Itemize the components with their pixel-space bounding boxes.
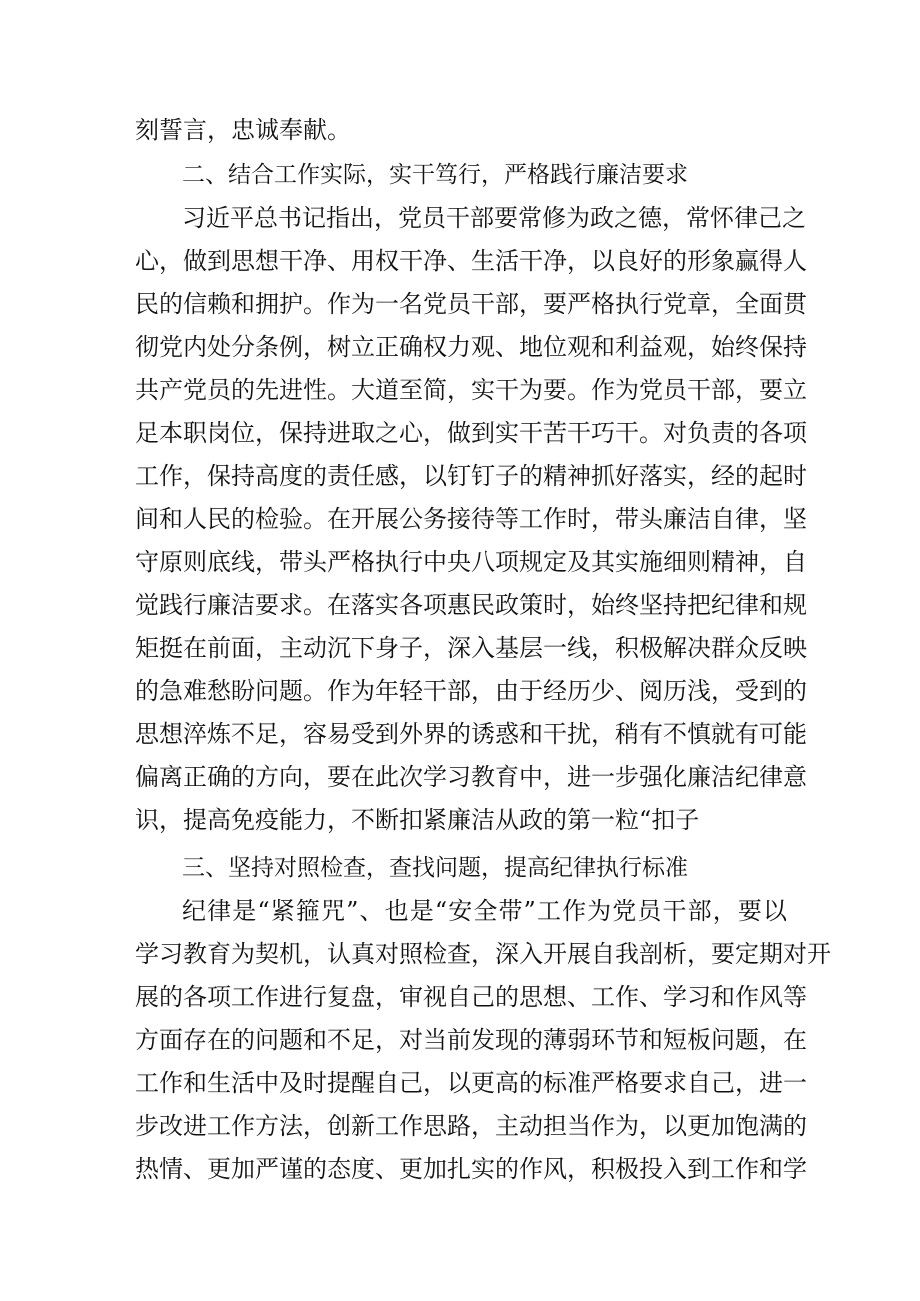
paragraph-line: 偏离正确的方向，要在此次学习教育中，进一步强化廉洁纪律意 [135, 763, 807, 791]
paragraph-line: 思想淬炼不足，容易受到外界的诱惑和干扰，稍有不慎就有可能 [135, 720, 807, 748]
paragraph-line: 觉践行廉洁要求。在落实各项惠民政策时，始终坚持把纪律和规 [135, 591, 807, 619]
paragraph-line: 民的信赖和拥护。作为一名党员干部，要严格执行党章，全面贯 [135, 290, 807, 318]
paragraph-line: 工作和生活中及时提醒自己，以更高的标准严格要求自己，进一 [135, 1069, 807, 1097]
paragraph-line: 工作，保持高度的责任感，以钉钉子的精神抓好落实，经的起时 [135, 462, 807, 490]
paragraph-line: 识，提高免疫能力，不断扣紧廉洁从政的第一粒“扣子 [135, 806, 700, 834]
paragraph-line: 守原则底线，带头严格执行中央八项规定及其实施细则精神，自 [135, 548, 807, 576]
section-2-heading: 二、结合工作实际，实干笃行，严格践行廉洁要求 [182, 162, 688, 188]
paragraph-line: 共产党员的先进性。大道至简，实干为要。作为党员干部，要立 [135, 376, 807, 404]
paragraph-line: 步改进工作方法，创新工作思路，主动担当作为，以更加饱满的 [135, 1112, 807, 1140]
paragraph-line: 心，做到思想干净、用权干净、生活干净，以良好的形象赢得人 [135, 247, 807, 275]
paragraph-line: 间和人民的检验。在开展公务接待等工作时，带头廉洁自律，坚 [135, 505, 807, 533]
paragraph-line: 矩挺在前面，主动沉下身子，深入基层一线，积极解决群众反映 [135, 634, 807, 662]
paragraph-line: 彻党内处分条例，树立正确权力观、地位观和利益观，始终保持 [135, 333, 807, 361]
paragraph-line: 展的各项工作进行复盘，审视自己的思想、工作、学习和作风等 [135, 983, 807, 1011]
paragraph-line: 学习教育为契机，认真对照检查，深入开展自我剖析，要定期对开 [135, 940, 831, 968]
paragraph-line: 方面存在的问题和不足，对当前发现的薄弱环节和短板问题，在 [135, 1026, 807, 1054]
intro-tail-line: 刻誓言，忠诚奉献。 [135, 116, 351, 144]
paragraph-line: 纪律是“紧箍咒”、也是“安全带”工作为党员干部，要以 [182, 897, 787, 925]
paragraph-line: 的急难愁盼问题。作为年轻干部，由于经历少、阅历浅，受到的 [135, 677, 807, 705]
paragraph-line: 足本职岗位，保持进取之心，做到实干苦干巧干。对负责的各项 [135, 419, 807, 447]
section-3-heading: 三、坚持对照检查，查找问题，提高纪律执行标准 [182, 855, 688, 881]
paragraph-line: 习近平总书记指出，党员干部要常修为政之德，常怀律己之 [182, 204, 806, 232]
paragraph-line: 热情、更加严谨的态度、更加扎实的作风，积极投入到工作和学 [135, 1155, 807, 1183]
